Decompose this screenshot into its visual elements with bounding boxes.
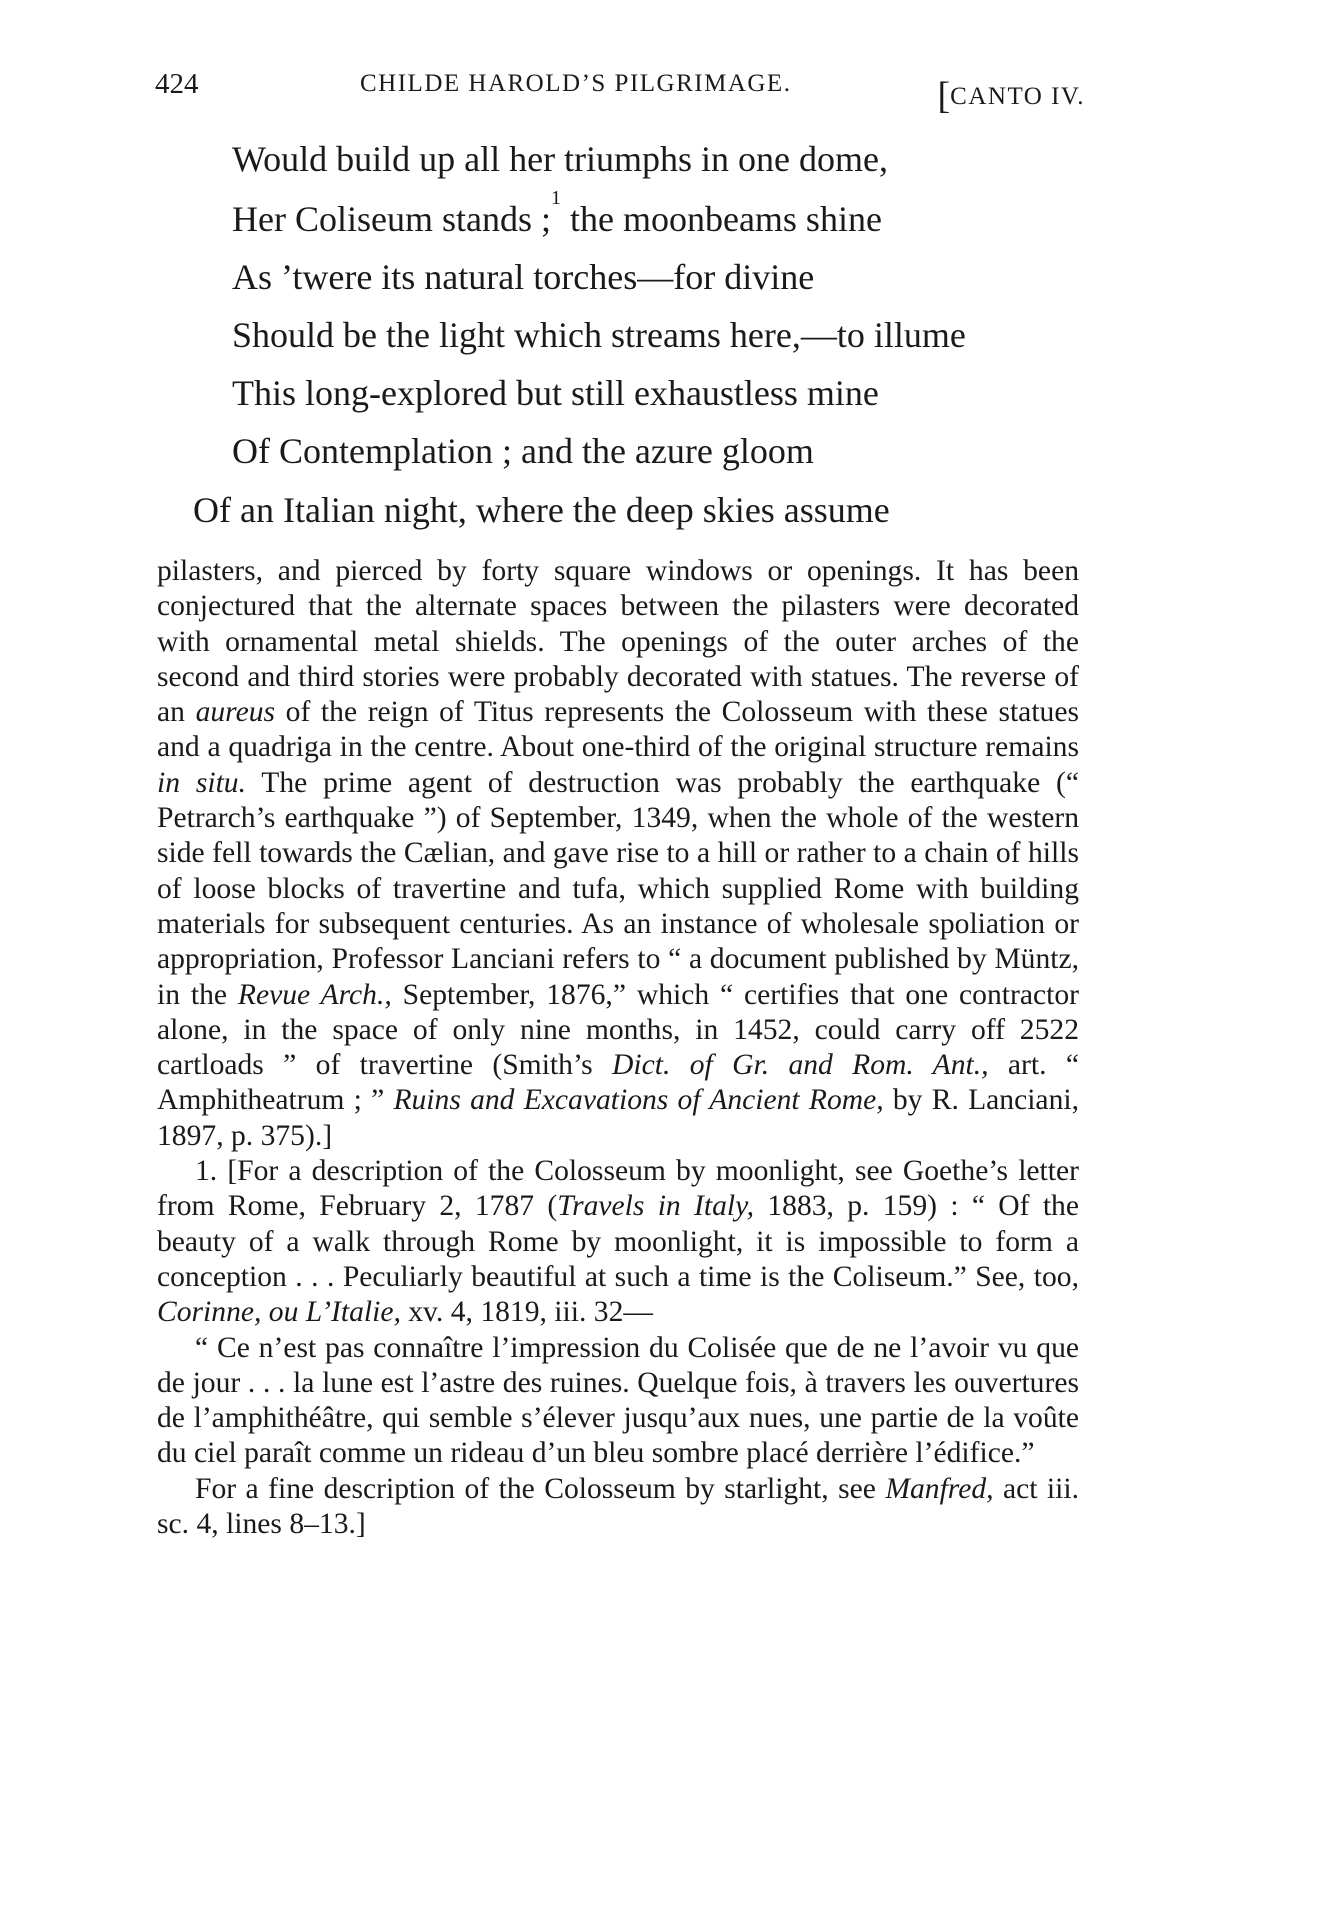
verse-line: Would build up all her triumphs in one dome, [232,139,889,179]
verse-line: Of Contemplation ; and the azure gloom [232,431,814,471]
page-number: 424 [155,68,199,100]
canto-label [937,70,1085,117]
french-quotation: “ Ce n’est pas connaître l’impression du Colisée que de ne l’avoir vu que de jour . . . la lune est l’astre des ruines. Quelque fois, à travers les ouvertures de l’amphithéâtre, qui semble s’élever jusqu’aux nues, une partie de la voûte du ciel paraît comme un rideau d’un bleu sombre placé derrière l’édifice.” [157,1331,1079,1470]
page-header [155,68,1085,117]
note-paragraph-manfred: For a fine description of the Colosseum by starlight, see Manfred, act iii. sc. 4, lines 8–13.] [157,1472,1079,1541]
footnote-1: 1. [For a description of the Colosseum by moonlight, see Goethe’s letter from Rome, February 2, 1787 (Travels in Italy, 1883, p. 159) : “ Of the beauty of a walk through Rome by moonlight, it is impossible to form a conception . . . Peculiarly beautiful at such a time is the Coliseum.” See, too, Corinne, ou L’Italie, xv. 4, 1819, iii. 32— [157,1155,1079,1329]
verse-line: This long-explored but still exhaustless mine [232,373,879,413]
canto-bracket: [ [937,75,951,117]
verse-line: Should be the light which streams here,—to illume [232,315,966,355]
verse-line [232,187,882,240]
verse-line-part: Her Coliseum stands ; [232,199,551,239]
running-title: CHILDE HAROLD’S PILGRIMAGE. [360,70,792,97]
verse-line: As ’twere its natural torches—for divine [232,257,815,297]
verse-line-part: the moonbeams shine [569,199,882,239]
footnotes [157,554,1079,1542]
canto-text: CANTO IV. [950,83,1085,110]
footnote-marker: 1 [550,187,561,209]
note-paragraph: pilasters, and pierced by forty square windows or openings. It has been conjectured that the alternate spaces between the pilasters were decorated with ornamental metal shields. The openings of the outer arches of the second and third stories were probably decorated with statues. The reverse of an aureus of the reign of Titus represents the Colosseum with these statues and a quadriga in the centre. About one-third of the original structure remains in situ. The prime agent of destruction was probably the earthquake (“ Petrarch’s earthquake ”) of September, 1349, when the whole of the western side fell towards the Cælian, and gave rise to a hill or rather to a chain of hills of loose blocks of travertine and tufa, which supplied Rome with building materials for subsequent centuries. As an instance of wholesale spoliation or appropriation, Professor Lanciani refers to “ a document published by Müntz, in the Revue Arch., September, 1876,” which “ certifies that one contractor alone, in the space of only nine months, in 1452, could carry off 2522 cartloads ” of travertine (Smith’s Dict. of Gr. and Rom. Ant., art. “ Amphitheatrum ; ” Ruins and Excavations of Ancient Rome, by R. Lanciani, 1897, p. 375).] [157,555,1080,1152]
verse-line: Of an Italian night, where the deep skies assume [193,490,890,530]
